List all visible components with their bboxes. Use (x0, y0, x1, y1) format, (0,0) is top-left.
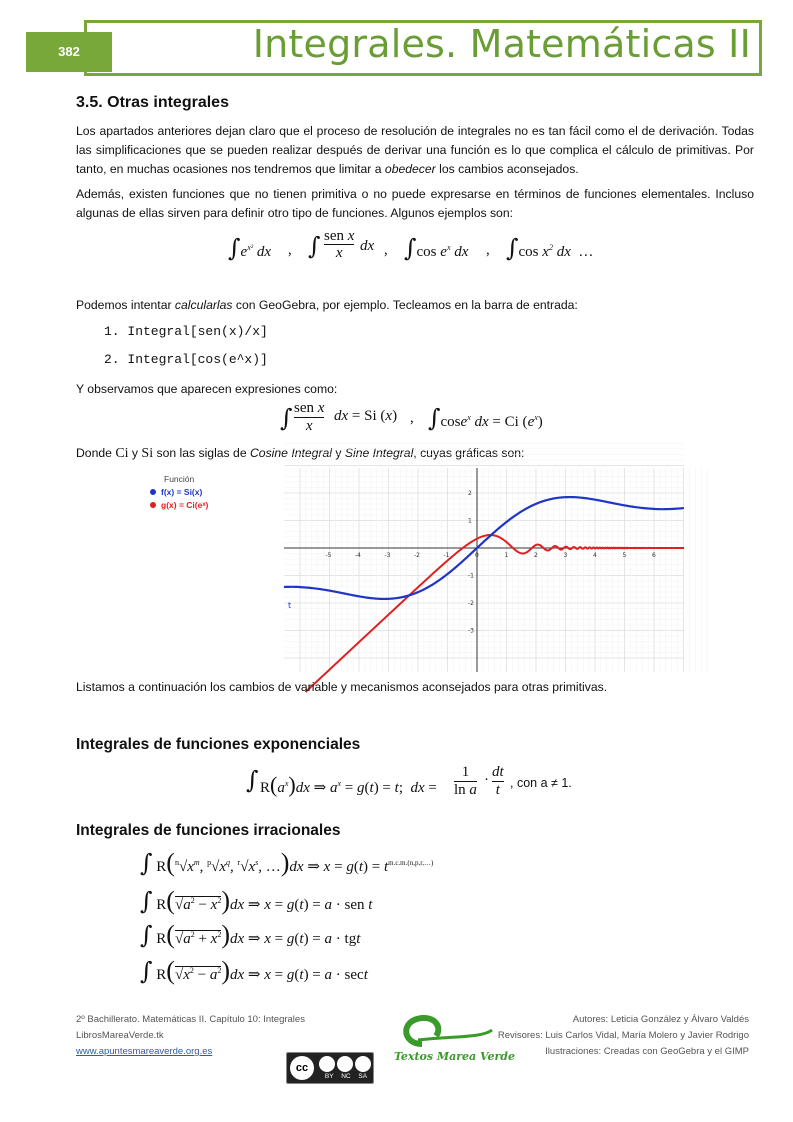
cc-license-badge (286, 1052, 374, 1084)
main-content (76, 94, 754, 229)
x-tick-label: 1 (504, 552, 509, 559)
exp-condition: , con a ≠ 1. (510, 776, 572, 790)
svg-text:Textos Marea Verde: Textos Marea Verde (394, 1050, 515, 1063)
y-tick-label: 1 (468, 517, 472, 525)
x-tick-label: -5 (325, 552, 332, 559)
example-integrals: $\int e^{x^2}$ dx , ∫ sen x x dx , ∫cos $e^x$ dx , ∫cos $x^2$ dx … (228, 228, 594, 262)
footer-reviewers: Revisores: Luis Carlos Vidal, María Molero y Javier Rodrigo (497, 1030, 749, 1041)
footer-link[interactable]: www.apuntesmareaverde.org.es (76, 1046, 213, 1057)
footer-site: LibrosMareaVerde.tk (76, 1030, 164, 1041)
si-ci-graph (284, 468, 684, 672)
y-tick-label: -3 (468, 627, 474, 635)
legend-title: Función (164, 474, 195, 484)
paragraph-2: Además, existen funciones que no tienen primitiva o no puede expresarse en términos de funciones elementales. Incluso algunas de ellas sirven para definir otro tipo de funciones. Algunos ejemplos son: (76, 187, 754, 220)
si-ci-formula: ∫ sen x x dx = Si (x) , ∫cose$^x$ dx = Ci $(e^x)$ (280, 400, 543, 434)
legend-item-f[interactable]: f(x) = Si(x) (146, 487, 250, 497)
paragraph-4: Y observamos que aparecen expresiones como: (76, 382, 338, 396)
command-2: 2. Integral[cos(e^x)] (104, 352, 268, 367)
paragraph-3: Podemos intentar calcularlas con GeoGebra, por ejemplo. Tecleamos en la barra de entrada: (76, 298, 578, 312)
x-tick-label: -2 (414, 552, 420, 559)
footer-illustrations: Ilustraciones: Creadas con GeoGebra y el GIMP (545, 1046, 749, 1057)
graph-ticks (326, 490, 657, 635)
graph-grid (284, 444, 707, 673)
paragraph-6: Listamos a continuación los cambios de variable y mecanismos aconsejados para otras primitivas. (76, 680, 608, 694)
x-tick-label: 2 (534, 552, 538, 559)
label-t: t (288, 601, 292, 610)
irr-section-title: Integrales de funciones irracionales (76, 822, 341, 839)
legend-item-g[interactable]: g(x) = Ci(eˣ) (146, 500, 250, 510)
section-title: 3.5. Otras integrales (76, 94, 229, 111)
y-tick-label: -1 (468, 572, 474, 580)
exp-section-title: Integrales de funciones exponenciales (76, 736, 361, 753)
sa-icon (355, 1056, 371, 1072)
cc-icon: cc (290, 1056, 314, 1080)
nc-icon (337, 1056, 353, 1072)
marea-verde-logo (392, 1010, 515, 1066)
irr-formula-4: ∫ $R(√x^2 - a^2)dx$ ⇒ x = g(t) = a · sect (140, 956, 368, 985)
x-tick-label: 6 (652, 552, 656, 559)
page-title: Integrales. Matemáticas II (252, 22, 751, 66)
license-text: BY NC SA (324, 1073, 368, 1080)
exp-formula: ∫ $R(a^x)dx$ ⇒ $a^x = g(t) = t$; dx = 1 ln a · dt t (246, 764, 504, 798)
irr-formula-3: ∫ $R(√a^2 + x^2)dx$ ⇒ x = g(t) = a · tgt (140, 920, 361, 949)
x-tick-label: 0 (475, 552, 479, 559)
footer-chapter: 2º Bachillerato. Matemáticas II. Capítulo 10: Integrales (76, 1014, 305, 1025)
footer-left (76, 1012, 305, 1060)
graph-legend (146, 474, 250, 510)
x-tick-label: 3 (563, 552, 568, 559)
by-icon (319, 1056, 335, 1072)
legend-dot-g (150, 502, 156, 508)
page-number: 382 (26, 32, 112, 72)
legend-dot-f (150, 489, 156, 495)
irr-formula-2: ∫ $R(√a^2 - x^2)dx$ ⇒ x = g(t) = a · sen t (140, 886, 373, 915)
y-tick-label: 2 (468, 490, 472, 497)
footer-right (498, 1012, 749, 1060)
irr-formula-1: ∫ $R(^n√x^m$, $^p√x^q$, $^r√x^s$, …)dx ⇒ $x = g(t) = t^{m.c.m.(n,p,r,\dots)}$ (140, 848, 434, 877)
x-tick-label: 5 (622, 552, 627, 559)
x-tick-label: -3 (384, 552, 391, 559)
x-tick-label: -4 (355, 552, 361, 559)
command-1: 1. Integral[sen(x)/x] (104, 324, 268, 339)
paragraph-5: Donde Ci y Si son las siglas de Cosine Integral y Sine Integral, cuyas gráficas son: (76, 446, 525, 461)
y-tick-label: -2 (468, 600, 474, 607)
x-tick-label: -1 (443, 552, 450, 559)
footer-authors: Autores: Leticia González y Álvaro Valdés (572, 1014, 749, 1025)
paragraph-1: Los apartados anteriores dejan claro que el proceso de resolución de integrales no es tan fácil como el de derivación. Todas las simplificaciones que se pueden realizar después de derivar una función es lo que complica el cálculo de primitivas. Por tanto, en muchas ocasiones nos tendremos que limitar a obedecer los cambios aconsejados. (76, 124, 754, 176)
x-tick-label: 4 (593, 552, 597, 559)
